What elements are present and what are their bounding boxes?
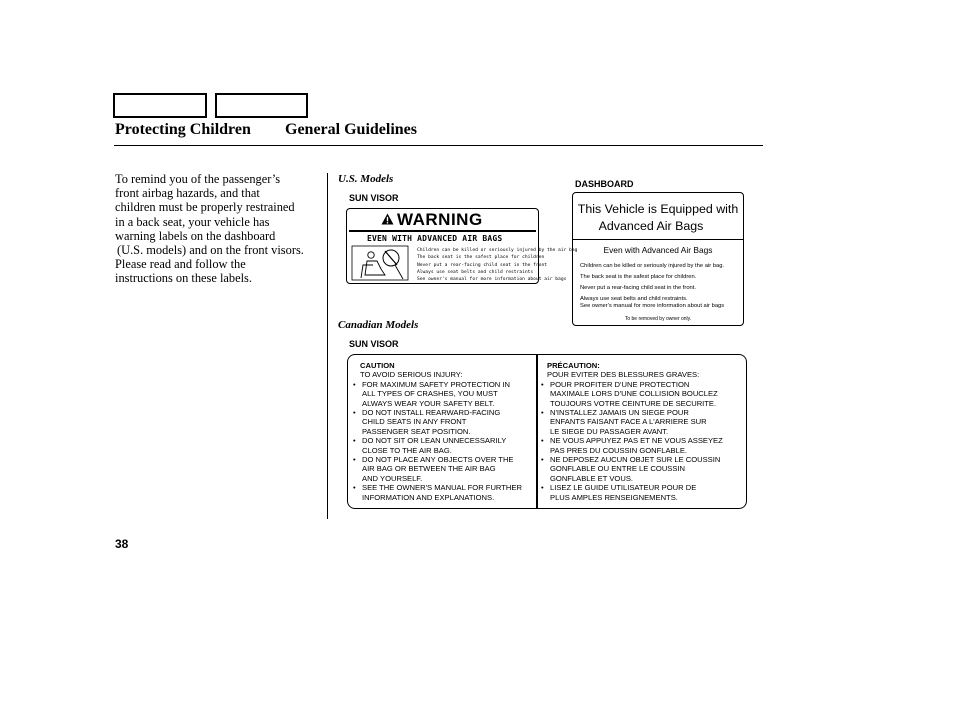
- visor-line: Always use seat belts and child restraints: [417, 269, 534, 275]
- caution-item: • DO NOT INSTALL REARWARD-FACING: [353, 408, 522, 417]
- caution-title: CAUTION: [360, 361, 395, 370]
- dashboard-title-line1: This Vehicle is Equipped with: [577, 202, 739, 216]
- caution-item-continuation: AIR BAG OR BETWEEN THE AIR BAG: [362, 464, 496, 474]
- body-line: To remind you of the passenger’s: [115, 172, 281, 186]
- body-paragraph: [115, 172, 327, 286]
- page-number: 38: [115, 537, 129, 551]
- caution-item-continuation: ALWAYS WEAR YOUR SAFETY BELT.: [362, 398, 495, 408]
- caution-item-continuation: PASSENGER SEAT POSITION.: [362, 426, 471, 436]
- caution-item-continuation: LE SIEGE DU PASSAGER AVANT.: [550, 426, 669, 436]
- caution-item: • DO NOT SIT OR LEAN UNNECESSARILY: [353, 436, 522, 445]
- visor-line: See owner's manual for more information about air bags: [417, 277, 567, 283]
- dashboard-text-lines: [580, 261, 724, 312]
- body-line: children must be properly restrained: [115, 200, 295, 215]
- caution-item: • NE DEPOSEZ AUCUN OBJET SUR LE COUSSIN: [541, 455, 723, 464]
- dashboard-label: DASHBOARD: [575, 179, 634, 189]
- caution-item-continuation: CHILD SEATS IN ANY FRONT: [362, 417, 467, 427]
- dashboard-airbag-label: [572, 192, 744, 326]
- visor-line: Children can be killed or seriously injured by the air bag: [417, 248, 578, 253]
- french-caution: [541, 361, 723, 502]
- dashboard-subtitle: Even with Advanced Air Bags: [603, 245, 713, 255]
- body-line: front airbag hazards, and that: [115, 186, 260, 201]
- label-divider: [536, 355, 538, 508]
- warning-triangle-icon: [381, 213, 394, 225]
- airbag-child-icon: [351, 245, 409, 281]
- dashboard-title: [573, 201, 743, 235]
- caution-item-continuation: TOUJOURS VOTRE CEINTURE DE SECURITE.: [550, 398, 717, 408]
- precaution-intro: POUR EVITER DES BLESSURES GRAVES:: [547, 370, 700, 380]
- dashboard-line: Always use seat belts and child restraints.: [580, 296, 688, 302]
- header-rule: [114, 145, 763, 146]
- precaution-items: [541, 380, 723, 502]
- visor-rule: [349, 230, 536, 232]
- caution-item-continuation: CLOSE TO THE AIR BAG.: [362, 445, 452, 455]
- caution-items: [353, 380, 522, 502]
- dashboard-line: Never put a rear-facing child seat in the front.: [580, 285, 696, 291]
- caution-item: • FOR MAXIMUM SAFETY PROTECTION IN: [353, 380, 522, 389]
- nav-tab-box-1[interactable]: [113, 93, 207, 118]
- canadian-models-heading: Canadian Models: [338, 319, 419, 331]
- column-divider: [327, 173, 328, 519]
- caution-item-continuation: PLUS AMPLES RENSEIGNEMENTS.: [550, 492, 678, 502]
- visor-line: Never put a rear-facing child seat in the front: [417, 262, 547, 268]
- caution-item-continuation: GONFLABLE ET VOUS.: [550, 473, 633, 483]
- nav-tab-box-2[interactable]: [215, 93, 308, 118]
- caution-item: • POUR PROFITER D'UNE PROTECTION: [541, 380, 723, 389]
- dashboard-line: See owner's manual for more information about air bags: [580, 303, 725, 309]
- us-models-heading: U.S. Models: [338, 173, 394, 185]
- body-line: Please read and follow the: [115, 257, 246, 272]
- dashboard-footer: To be removed by owner only.: [624, 316, 692, 322]
- caution-item-continuation: INFORMATION AND EXPLANATIONS.: [362, 492, 495, 502]
- caution-item: • SEE THE OWNER'S MANUAL FOR FURTHER: [353, 483, 522, 492]
- body-line: instructions on these labels.: [115, 271, 252, 286]
- visor-subtitle: EVEN WITH ADVANCED AIR BAGS: [367, 234, 503, 243]
- us-sun-visor-label: SUN VISOR: [349, 193, 399, 203]
- warning-title: WARNING: [397, 210, 483, 229]
- dashboard-title-line2: Advanced Air Bags: [598, 219, 704, 233]
- precaution-title: PRÉCAUTION:: [547, 361, 600, 370]
- visor-line: The back seat is the safest place for children: [417, 255, 545, 261]
- subsection-title: General Guidelines: [285, 121, 417, 138]
- caution-item-continuation: ALL TYPES OF CRASHES, YOU MUST: [362, 389, 498, 399]
- caution-item-continuation: AND YOURSELF.: [362, 473, 423, 483]
- dashboard-line: The back seat is the safest place for children.: [580, 274, 697, 280]
- caution-item: • DO NOT PLACE ANY OBJECTS OVER THE: [353, 455, 522, 464]
- us-visor-warning-label: [346, 208, 578, 284]
- caution-item-continuation: GONFLABLE OU ENTRE LE COUSSIN: [550, 464, 686, 474]
- caution-item-continuation: MAXIMALE LORS D'UNE COLLISION BOUCLEZ: [550, 389, 718, 399]
- ca-sun-visor-label: SUN VISOR: [349, 339, 399, 349]
- caution-item-continuation: ENFANTS FAISANT FACE A L'ARRIERE SUR: [550, 417, 707, 427]
- caution-intro: TO AVOID SERIOUS INJURY:: [360, 370, 463, 380]
- section-title: Protecting Children: [115, 121, 251, 138]
- english-caution: [353, 361, 522, 502]
- body-line: (U.S. models) and on the front visors.: [117, 243, 304, 258]
- body-line: in a back seat, your vehicle has: [115, 214, 270, 229]
- caution-item: • LISEZ LE GUIDE UTILISATEUR POUR DE: [541, 483, 723, 492]
- visor-text-lines: [417, 247, 577, 283]
- dashboard-rule: [573, 239, 743, 240]
- caution-item: • N'INSTALLEZ JAMAIS UN SIEGE POUR: [541, 408, 723, 417]
- caution-item: • NE VOUS APPUYEZ PAS ET NE VOUS ASSEYEZ: [541, 436, 723, 445]
- body-line: warning labels on the dashboard: [115, 228, 276, 243]
- dashboard-line: Children can be killed or seriously injured by the air bag.: [580, 263, 725, 269]
- caution-item-continuation: PAS PRES DU COUSSIN GONFLABLE.: [550, 445, 688, 455]
- canadian-visor-caution-label: [347, 354, 747, 509]
